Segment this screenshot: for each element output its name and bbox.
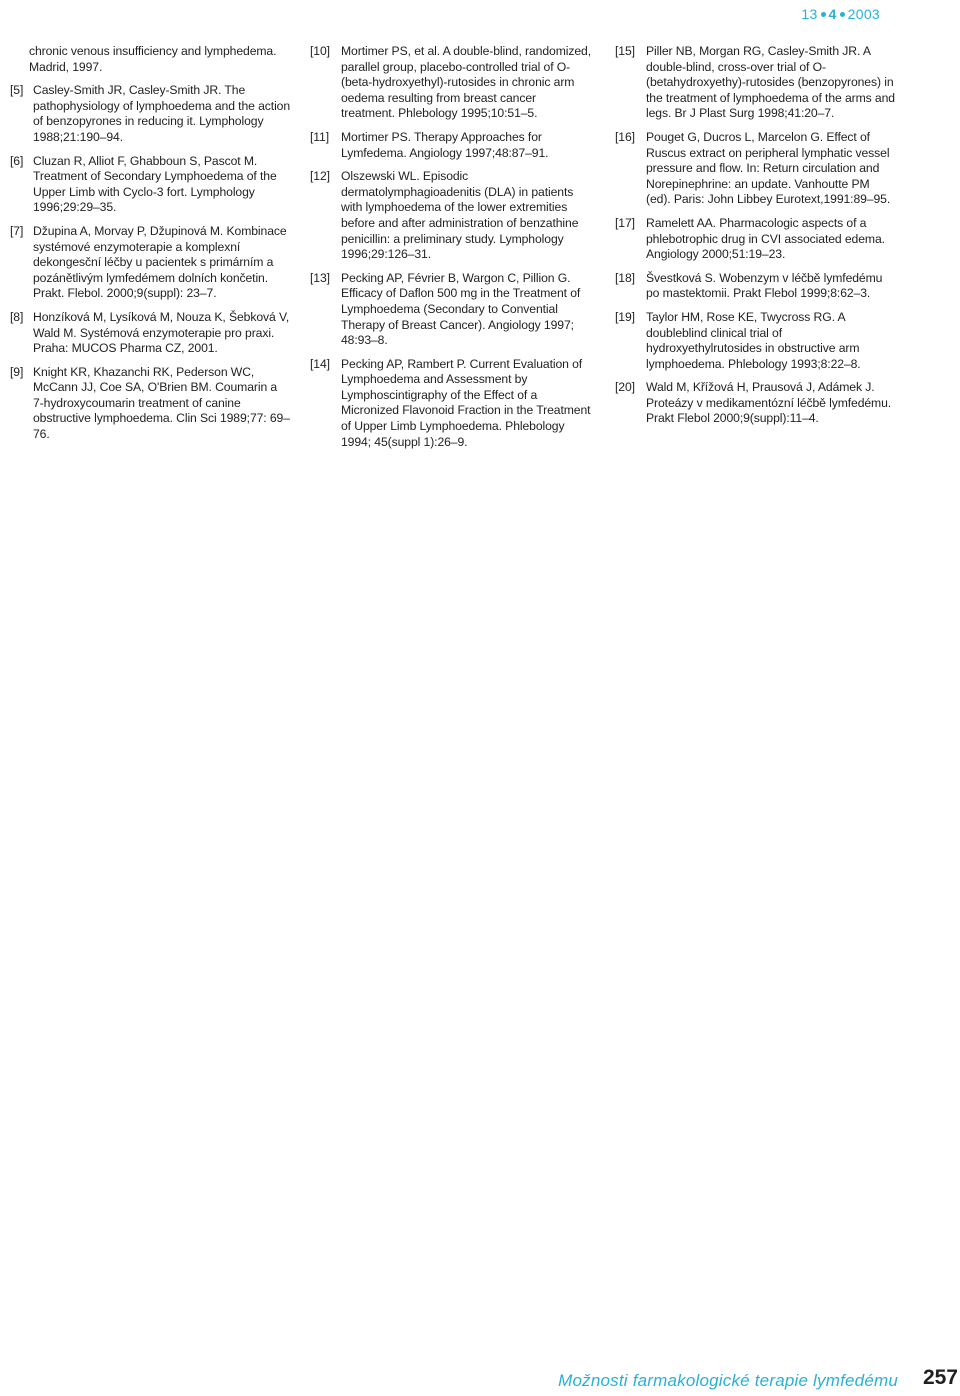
reference-text: Švestková S. Wobenzym v léčbě lymfedému po mastektomii. Prakt Flebol 1999;8:62–3. [646,270,883,301]
reference-text: Taylor HM, Rose KE, Twycross RG. A doubleblind clinical trial of hydroxyethylrutosides in obstructive arm lymphoedema. Phlebology 1993;8:22–8. [646,309,861,371]
reference-item [10,365,291,443]
references-column-2 [310,44,591,458]
reference-item [310,44,591,122]
reference-item [615,310,896,372]
reference-text: Mortimer PS, et al. A double-blind, randomized, parallel group, placebo-controlled trial of O-(beta-hydroxyethyl)-rutosides in chronic arm oedema resulting from breast cancer treatment. Phlebology 1995;10:51–5. [341,44,592,121]
reference-text: Pouget G, Ducros L, Marcelon G. Effect of Ruscus extract on peripheral lymphatic vessel pressure and flow. In: Return circulation and Norepinephrine: an update. Vanhoutte PM (ed). Paris: John Libbey Eurotext,1991:89–95. [646,129,891,207]
reference-text: Ramelett AA. Pharmacologic aspects of a phlebotrophic drug in CVI associated edema. Angiology 2000;51:19–23. [646,215,885,262]
references-column-3 [615,44,896,435]
reference-number: [20] [615,380,635,395]
reference-item [615,380,896,427]
reference-text: Honzíková M, Lysíková M, Nouza K, Šebková V, Wald M. Systémová enzymoterapie pro praxi. Praha: MUCOS Pharma CZ, 2001. [33,309,290,356]
reference-number: [16] [615,129,635,144]
reference-text: Casley-Smith JR, Casley-Smith JR. The pathophysiology of lymphoedema and the action of benzopyrones in reducing it. Lymphology 1988;21:190–94. [33,83,291,144]
reference-item [310,169,591,263]
reference-number: [17] [615,215,635,230]
reference-item [10,83,291,145]
reference-number: [10] [310,44,330,58]
reference-item [615,216,896,263]
reference-number: [5] [10,83,24,98]
reference-text: Cluzan R, Alliot F, Ghabboun S, Pascot M. Treatment of Secondary Lymphoedema of the Upper Limb with Cyclo-3 fort. Lymphology 1996;29:29–35. [33,153,277,215]
separator-dot [821,12,826,17]
reference-item [615,130,896,208]
running-title: Možnosti farmakologické terapie lymfedému [558,1371,898,1390]
reference-number: [6] [10,153,24,168]
reference-item [615,44,896,122]
reference-number: [13] [310,270,330,285]
reference-text: Džupina A, Morvay P, Džupinová M. Kombinace systémové enzymoterapie a komplexní dekongesční léčby u pacientek s primárním a pozánětlivým lymfedémem dolních končetin. Prakt. Flebol. 2000;9(suppl): 23–7. [33,223,287,301]
reference-number: [7] [10,223,24,238]
reference-text: Piller NB, Morgan RG, Casley-Smith JR. A double-blind, cross-over trial of O-(betahydroxyethy)-rutosides (benzopyrones) in the treatment of lymphoedema of the arms and legs. Br J Plast Surg 1998;41:20–7. [646,44,895,121]
reference-text: Mortimer PS. Therapy Approaches for Lymfedema. Angiology 1997;48:87–91. [341,129,549,160]
reference-item [310,357,591,451]
issue-number: 4 [828,6,837,22]
reference-text: Wald M, Křížová H, Prausová J, Adámek J. Proteázy v medikamentózní léčbě lymfedému. Prakt Flebol 2000;9(suppl):11–4. [646,380,892,426]
reference-item [10,154,291,216]
reference-number: [19] [615,309,635,324]
issue-volume: 13 [801,6,818,22]
separator-dot [840,12,845,17]
reference-text: Pecking AP, Rambert P. Current Evaluation of Lymphoedema and Assessment by Lymphoscintigraphy of the Effect of a Micronized Flavonoid Fraction in the Treatment of Upper Limb Lymphoedema. Phlebology 1994; 45(suppl 1):26–9. [341,356,591,449]
reference-text: Olszewski WL. Episodic dermatolymphagioadenitis (DLA) in patients with lymphoedema of the lower extremities before and after administration of benzathine penicillin: a preliminary study. Lymphology 1996;29:126–31. [341,169,579,262]
reference-number: [18] [615,270,635,285]
reference-number: [8] [10,309,24,324]
reference-number: [14] [310,356,330,371]
reference-text: Pecking AP, Février B, Wargon C, Pillion G. Efficacy of Daflon 500 mg in the Treatment of Lymphoedema (Secondary to Convential Therapy of Breast Cancer). Angiology 1997; 48:93–8. [341,270,581,348]
reference-item [310,130,591,161]
issue-year: 2003 [847,6,880,22]
reference-number: [11] [310,129,330,144]
reference-continuation: chronic venous insufficiency and lymphedema. Madrid, 1997. [29,44,277,74]
reference-item [310,271,591,349]
reference-number: [9] [10,364,24,379]
page-number: 257 [922,1366,958,1389]
reference-number: [12] [310,169,330,184]
reference-item [10,310,291,357]
reference-item [10,224,291,302]
reference-item [615,271,896,302]
reference-number: [15] [615,44,635,58]
references-column-1 [10,44,291,451]
reference-text: Knight KR, Khazanchi RK, Pederson WC, McCann JJ, Coe SA, O'Brien BM. Coumarin a 7-hydroxycoumarin treatment of canine obstructive lymphoedema. Clin Sci 1989;77: 69–76. [33,364,290,442]
issue-label [801,6,880,22]
